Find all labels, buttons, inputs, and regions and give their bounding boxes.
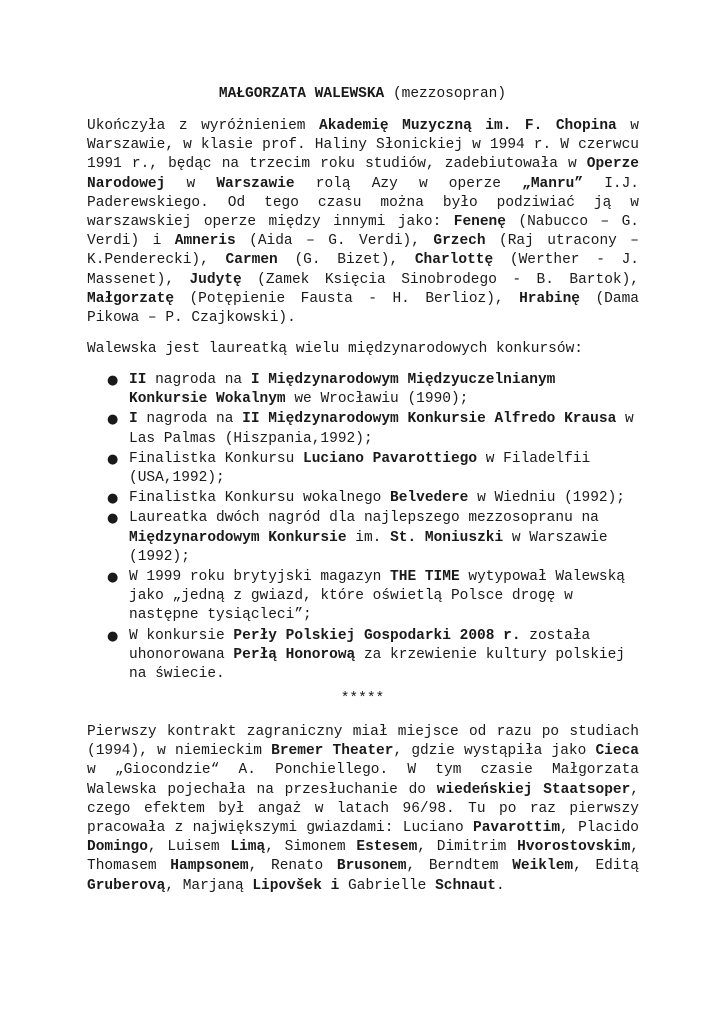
award-item <box>87 568 639 626</box>
text-run: , Editą <box>573 858 639 875</box>
text-run: , Thomasem <box>87 839 639 875</box>
bold-text: Judytę <box>189 271 242 288</box>
text-run: I.J. Paderewskiego. Od tego czasu można było podziwiać ją w warszawskiej operze między innymi jako: <box>87 175 640 231</box>
text-run: (Dama Pikowa – P. Czajkowski). <box>87 290 639 327</box>
text-run: w Las Palmas (Hiszpania,1992); <box>129 411 634 447</box>
bold-text: Brusonem <box>336 858 407 875</box>
bold-text: Grzech <box>433 233 486 250</box>
award-item <box>87 509 639 567</box>
bold-text: Cieca <box>595 743 639 760</box>
text-run: (Raj utracony – K.Penderecki), <box>87 233 639 269</box>
awards-intro: Walewska jest laureatką wielu międzynarodowych konkursów: <box>87 341 583 357</box>
text-run: (Werther - J. Massenet), <box>87 252 639 288</box>
singer-name: MAŁGORZATA WALEWSKA <box>218 86 385 102</box>
bullet-icon: ● <box>107 628 119 644</box>
bold-text: II <box>129 372 147 388</box>
career-paragraph <box>87 723 639 896</box>
bold-text: Hampsonem <box>170 858 249 875</box>
bold-text: Luciano Pavarottiego <box>303 450 478 467</box>
bold-text: Hrabinę <box>519 290 581 307</box>
bold-text: Pavarottim <box>473 820 561 837</box>
text-run: . <box>496 877 505 894</box>
text-run: za krzewienie kultury polskiej na świecie. <box>129 646 625 683</box>
bullet-icon: ● <box>107 451 119 467</box>
bold-text: Weiklem <box>512 858 574 875</box>
bold-text: Małgorzatę <box>87 290 175 307</box>
text-run: W konkursie <box>129 627 234 644</box>
text-run: , Luisem <box>147 839 231 856</box>
bold-text: Gruberovą <box>87 877 166 894</box>
text-run: została uhonorowana <box>129 627 591 663</box>
text-run: wytypował Walewską jako „jedną z gwiazd, które oświetlą Polsce drogę w następne tysiącleci”; <box>129 569 625 624</box>
section-separator: ***** <box>340 691 385 707</box>
bold-text: Domingo <box>87 839 148 856</box>
bold-text: Charlottę <box>414 252 494 269</box>
voice-type: (mezzosopran) <box>384 86 507 102</box>
bold-text: Perłą Honorową <box>233 646 356 663</box>
text-run: w Wiedniu (1992); <box>468 490 626 507</box>
text-run: Ukończyła z wyróżnieniem <box>87 118 320 134</box>
bold-text: I <box>129 411 138 428</box>
text-run: nagroda na <box>146 372 251 388</box>
text-run: im. <box>346 529 391 546</box>
text-run: , Dimitrim <box>417 839 518 856</box>
bold-text: Belvedere <box>390 490 469 507</box>
bold-text: Warszawie <box>216 175 295 192</box>
award-item <box>87 489 639 508</box>
awards-list <box>87 371 639 685</box>
award-item <box>87 450 639 488</box>
text-run: Finalistka Konkursu <box>129 450 304 467</box>
text-run: (Zamek Księcia Sinobrodego - B. Bartok), <box>241 271 640 288</box>
text-run: (Nabucco – G. Verdi) i <box>87 214 639 250</box>
text-run: Pierwszy kontrakt zagraniczny miał miejsce od razu po studiach (1994), w niemieckim <box>87 724 639 760</box>
bold-text: THE TIME <box>390 569 460 586</box>
bold-text: Perły Polskiej Gospodarki 2008 r. <box>233 627 521 644</box>
bold-text: I Międzynarodowym Międzyuczelnianym Konkursie Wokalnym <box>129 372 556 408</box>
text-run: W 1999 roku brytyjski magazyn <box>129 569 391 586</box>
award-item <box>87 371 639 409</box>
bold-text: St. Moniuszki <box>390 529 504 546</box>
text-run: , czego efektem był angaż w latach 96/98. Tu po raz pierwszy pracowała z największymi gwiazdami: Luciano <box>87 781 639 837</box>
bold-text: Międzynarodowym Konkursie <box>129 529 347 546</box>
bold-text: wiedeńskiej Staatsoper <box>436 781 631 798</box>
award-item <box>87 627 639 685</box>
text-run: , Marjaną <box>165 877 253 894</box>
bold-text: Schnaut <box>435 877 496 894</box>
text-run: Gabrielle <box>339 877 436 894</box>
document-title <box>0 85 725 104</box>
text-run: w Warszawie (1992); <box>129 529 608 565</box>
text-run: w Warszawie, w klasie prof. Haliny Słonickiej w 1994 r. W czerwcu 1991 r., będąc na trzecim roku studiów, zadebiutowała w <box>87 118 639 173</box>
bullet-icon: ● <box>107 491 119 507</box>
text-run: , Placido <box>560 820 639 837</box>
bold-text: Fenenę <box>453 214 506 231</box>
bullet-icon: ● <box>107 412 119 428</box>
bold-text: „Manru” <box>522 175 584 192</box>
bold-text: Hvorostovskim <box>517 839 631 856</box>
text-run: , Renato <box>248 858 337 875</box>
bold-text: Lipovšek i <box>252 877 340 894</box>
text-run: Finalistka Konkursu wokalnego <box>129 490 391 507</box>
bullet-icon: ● <box>107 511 119 527</box>
text-run: , Simonem <box>265 839 357 856</box>
text-run: , gdzie wystąpiła jako <box>393 743 596 760</box>
bold-text: Limą <box>230 839 266 856</box>
text-run: we Wrocławiu (1990); <box>285 391 469 408</box>
bullet-icon: ● <box>107 373 119 388</box>
bold-text: Akademię Muzyczną im. F. Chopina <box>319 118 617 134</box>
bold-text: Amneris <box>174 233 236 250</box>
biography-paragraph <box>87 117 639 328</box>
bold-text: Operze Narodowej <box>87 156 639 192</box>
text-run: (Aida – G. Verdi), <box>235 233 434 250</box>
bold-text: Carmen <box>225 252 278 269</box>
text-run: (G. Bizet), <box>277 252 415 269</box>
text-run: Laureatka dwóch nagród dla najlepszego mezzosopranu na <box>129 510 599 527</box>
bullet-icon: ● <box>107 570 119 586</box>
bold-text: II Międzynarodowym Konkursie Alfredo Krausa <box>242 411 617 428</box>
text-run: rolą Azy w operze <box>294 175 523 192</box>
bold-text: Estesem <box>356 839 418 856</box>
text-run: w „Giocondzie“ A. Ponchiellego. W tym czasie Małgorzata Walewska pojechała na przesłuchanie do <box>87 762 639 798</box>
text-run: w <box>165 175 217 192</box>
text-run: , Berndtem <box>406 858 513 875</box>
text-run: (Potępienie Fausta - H. Berlioz), <box>174 290 520 307</box>
bold-text: Bremer Theater <box>271 743 394 760</box>
award-item <box>87 410 639 448</box>
text-run: nagroda na <box>137 411 243 428</box>
text-run: w Filadelfii (USA,1992); <box>129 450 591 487</box>
